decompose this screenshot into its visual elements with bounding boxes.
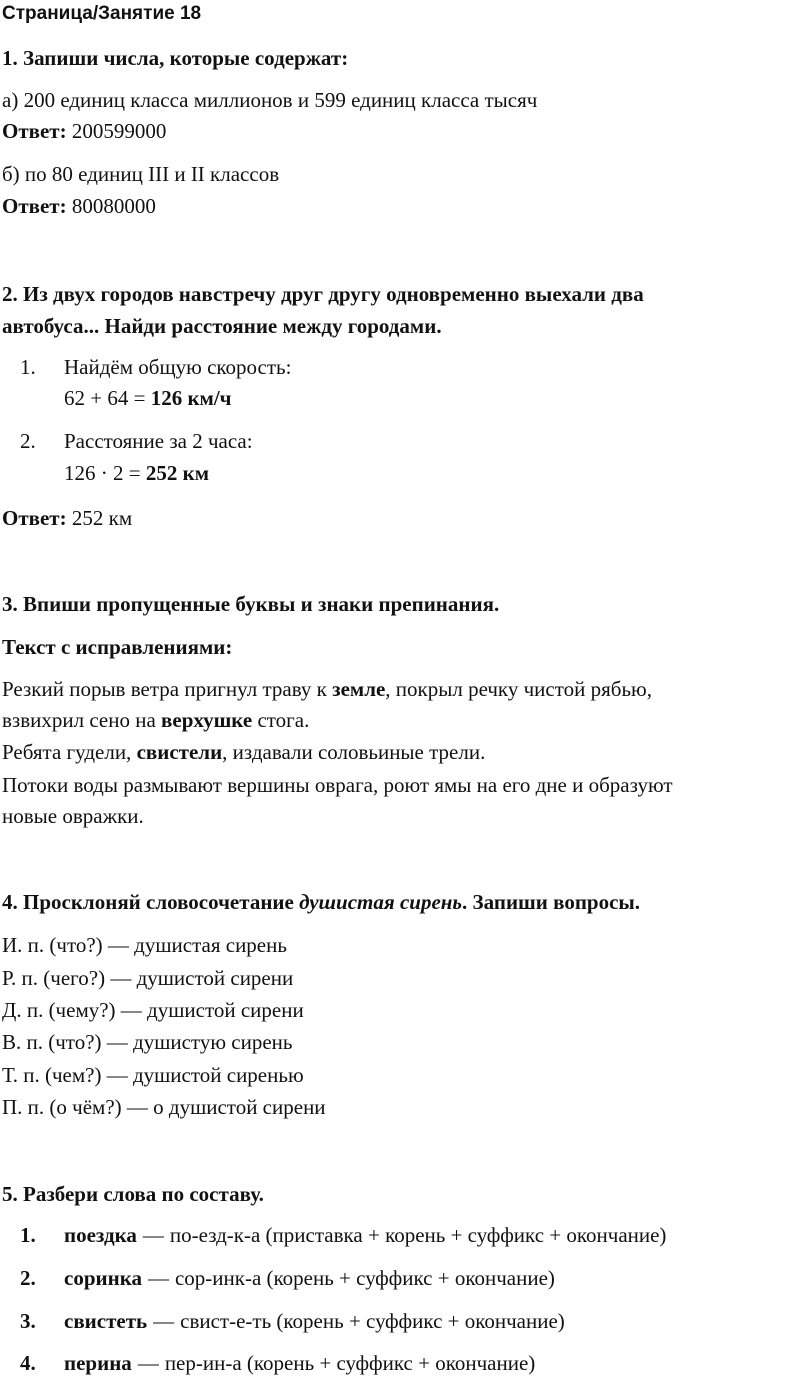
case-line: Т. п. (чем?) — душистой сиренью [2, 1063, 304, 1087]
corrected-text-line [2, 704, 309, 736]
morpheme-breakdown: сор-инк-а (корень + суффикс + окончание) [174, 1266, 555, 1290]
task2-heading-line1: 2. Из двух городов навстречу друг другу одновременно выехали два [2, 282, 644, 306]
task1-heading: 1. Запиши числа, которые содержат: [2, 46, 349, 70]
step-label: Найдём общую скорость: [64, 355, 292, 379]
word-analysis-line [64, 1219, 666, 1251]
step-calculation [64, 457, 209, 489]
morpheme-breakdown: пер-ин-а (корень + суффикс + окончание) [164, 1351, 536, 1375]
word-analysis-line [64, 1305, 565, 1337]
answer-label: Ответ: [2, 194, 67, 218]
step-expression: 126 · 2 = [64, 461, 141, 485]
task2-heading-line2: автобуса... Найди расстояние между городами. [2, 314, 442, 338]
answer-value: 252 км [71, 506, 133, 530]
answer-value: 200599000 [71, 119, 167, 143]
case-line: Р. п. (чего?) — душистой сирени [2, 966, 294, 990]
heading-fragment: . Запиши вопросы. [462, 890, 641, 914]
step-result: 252 км [145, 461, 209, 485]
task3-heading: 3. Впиши пропущенные буквы и знаки препинания. [2, 592, 500, 616]
case-line: В. п. (что?) — душистую сирень [2, 1030, 293, 1054]
task2-answer [2, 502, 132, 534]
task1-answer-b [2, 190, 156, 222]
step-expression: 62 + 64 = [64, 386, 146, 410]
text-fragment: взвихрил сено на [2, 708, 162, 732]
word-number: 3. [20, 1309, 36, 1333]
task1-question-b: б) по 80 единиц III и II классов [2, 162, 280, 186]
case-line: И. п. (что?) — душистая сирень [2, 933, 287, 957]
text-fragment: Ребята гудели, [2, 740, 137, 764]
word-number: 4. [20, 1351, 36, 1375]
text-fragment: , издавали соловьиные трели. [222, 740, 486, 764]
answer-value: 80080000 [71, 194, 156, 218]
analyzed-word: перина [64, 1351, 132, 1375]
corrected-word: земле [332, 677, 386, 701]
word-analysis-line [64, 1262, 555, 1294]
analyzed-word: свистеть [64, 1309, 148, 1333]
morpheme-breakdown: свист-е-ть (корень + суффикс + окончание) [180, 1309, 565, 1333]
step-label: Расстояние за 2 часа: [64, 429, 253, 453]
page-title: Страница/Занятие 18 [2, 3, 202, 24]
phrase: душистая сирень [299, 890, 463, 914]
morpheme-breakdown: по-езд-к-а (приставка + корень + суффикс + окончание) [169, 1223, 667, 1247]
case-line: П. п. (о чём?) — о душистой сирени [2, 1095, 326, 1119]
corrected-word: свистели [136, 740, 223, 764]
text-fragment: , покрыл речку чистой рябью, [385, 677, 652, 701]
heading-fragment: 4. Просклоняй словосочетание [2, 890, 300, 914]
word-number: 1. [20, 1223, 36, 1247]
step-calculation [64, 382, 232, 414]
dash: — [147, 1266, 169, 1290]
dash: — [142, 1223, 164, 1247]
text-fragment: стога. [252, 708, 310, 732]
word-number: 2. [20, 1266, 36, 1290]
task1-question-a: а) 200 единиц класса миллионов и 599 единиц класса тысяч [2, 88, 538, 112]
dash: — [137, 1351, 159, 1375]
step-number: 2. [20, 429, 36, 453]
corrected-text-line: Потоки воды размывают вершины оврага, роют ямы на его дне и образуют [2, 773, 673, 797]
analyzed-word: соринка [64, 1266, 142, 1290]
dash: — [153, 1309, 175, 1333]
corrected-word: верхушке [161, 708, 253, 732]
word-analysis-line [64, 1347, 535, 1379]
analyzed-word: поездка [64, 1223, 137, 1247]
task1-answer-a [2, 115, 166, 147]
task3-subheading: Текст с исправлениями: [2, 635, 233, 659]
text-fragment: Резкий порыв ветра пригнул траву к [2, 677, 333, 701]
step-result: 126 км/ч [150, 386, 232, 410]
corrected-text-line [2, 736, 485, 768]
answer-label: Ответ: [2, 506, 67, 530]
case-line: Д. п. (чему?) — душистой сирени [2, 998, 304, 1022]
task4-heading [2, 886, 640, 918]
corrected-text-line: новые овражки. [2, 804, 144, 828]
task5-heading: 5. Разбери слова по составу. [2, 1182, 264, 1206]
step-number: 1. [20, 355, 36, 379]
answer-label: Ответ: [2, 119, 67, 143]
corrected-text-line [2, 673, 652, 705]
